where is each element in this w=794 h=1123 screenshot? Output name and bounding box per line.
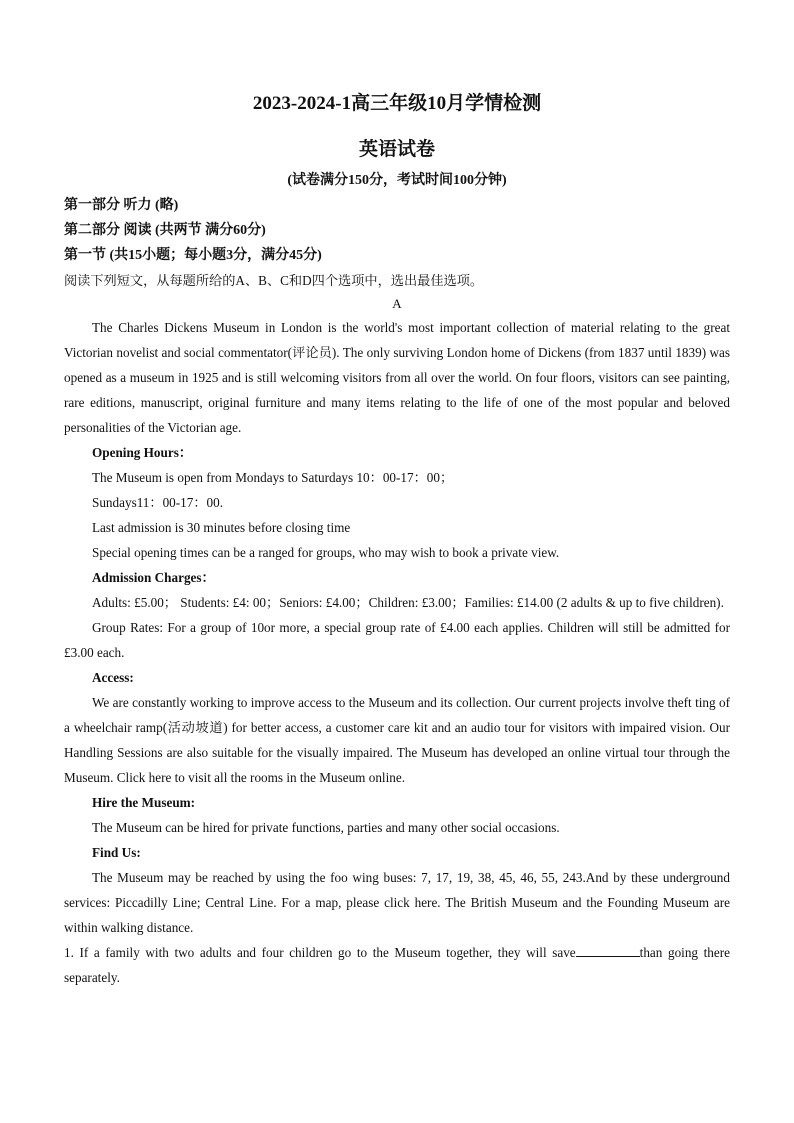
opening-hours-line: The Museum is open from Mondays to Saturdays 10：00-17：00； (92, 470, 454, 485)
admission-prices: Adults: £5.00； Students: £4: 00；Seniors: £4.00；Children: £3.00；Families: £14.00 (2 adults & up to five children). (92, 595, 724, 610)
access-paragraph: We are constantly working to improve access to the Museum and its collection. Our current projects involve theft ting of a wheelchair ramp(活动坡道) for better access, a customer care kit and an audio tour for visitors with impaired vision. Our Handling Sessions are also suitable for the visually impaired. The Museum has developed an online virtual tour through the Museum. Click here to visit all the rooms in the Museum online. (64, 695, 730, 785)
admission-heading: Admission Charges： (92, 570, 215, 585)
find-us-paragraph: The Museum may be reached by using the foo wing buses: 7, 17, 19, 38, 45, 46, 55, 243.And by these underground services: Piccadilly Line; Central Line. For a map, please click here. The British Museum and the Founding Museum are within walking distance. (64, 870, 730, 935)
exam-page (64, 92, 730, 990)
access-heading: Access: (92, 670, 134, 685)
question-1 (64, 940, 730, 990)
question-1-stem-end: than going there separately. (64, 945, 730, 985)
exam-title: 2023-2024-1高三年级10月学情检测 (252, 93, 542, 114)
part2-heading: 第二部分 阅读 (共两节 满分60分) (64, 223, 266, 238)
opening-hours-line: Sundays11：00-17：00. (92, 495, 224, 510)
passage-intro: The Charles Dickens Museum in London is the world's most important collection of material relating to the great Victorian novelist and social commentator(评论员). The only surviving London home of Dickens (from 1837 until 1839) was opened as a museum in 1925 and is still welcoming visitors from all over the world. On four floors, visitors can see painting, rare editions, manuscript, original furniture and many items relating to the life of one of the most popular and beloved personalities of the Victorian age. (64, 320, 730, 435)
instruction-text: 阅读下列短文，从每题所给的A、B、C和D四个选项中，选出最佳选项。 (64, 273, 484, 288)
exam-subtitle: 英语试卷 (358, 139, 435, 160)
hire-heading: Hire the Museum: (92, 795, 196, 810)
group-rates: Group Rates: For a group of 10or more, a special group rate of £4.00 each applies. Children will still be admitted for £3.00 each. (64, 620, 730, 660)
section1-heading: 第一节 (共15小题；每小题3分，满分45分) (64, 248, 322, 263)
score-note: (试卷满分150分，考试时间100分钟) (287, 173, 507, 188)
opening-hours-line: Special opening times can be a ranged for groups, who may wish to book a private view. (92, 545, 560, 560)
hire-paragraph: The Museum can be hired for private functions, parties and many other social occasions. (92, 820, 560, 835)
passage-label: A (392, 296, 402, 311)
find-us-heading: Find Us: (92, 845, 141, 860)
opening-hours-line: Last admission is 30 minutes before closing time (92, 520, 351, 535)
question-1-stem: 1. If a family with two adults and four children go to the Museum together, they will save (64, 945, 576, 960)
answer-blank[interactable] (576, 942, 640, 957)
part1-heading: 第一部分 听力 (略) (64, 198, 179, 213)
opening-hours-heading: Opening Hours： (92, 445, 193, 460)
